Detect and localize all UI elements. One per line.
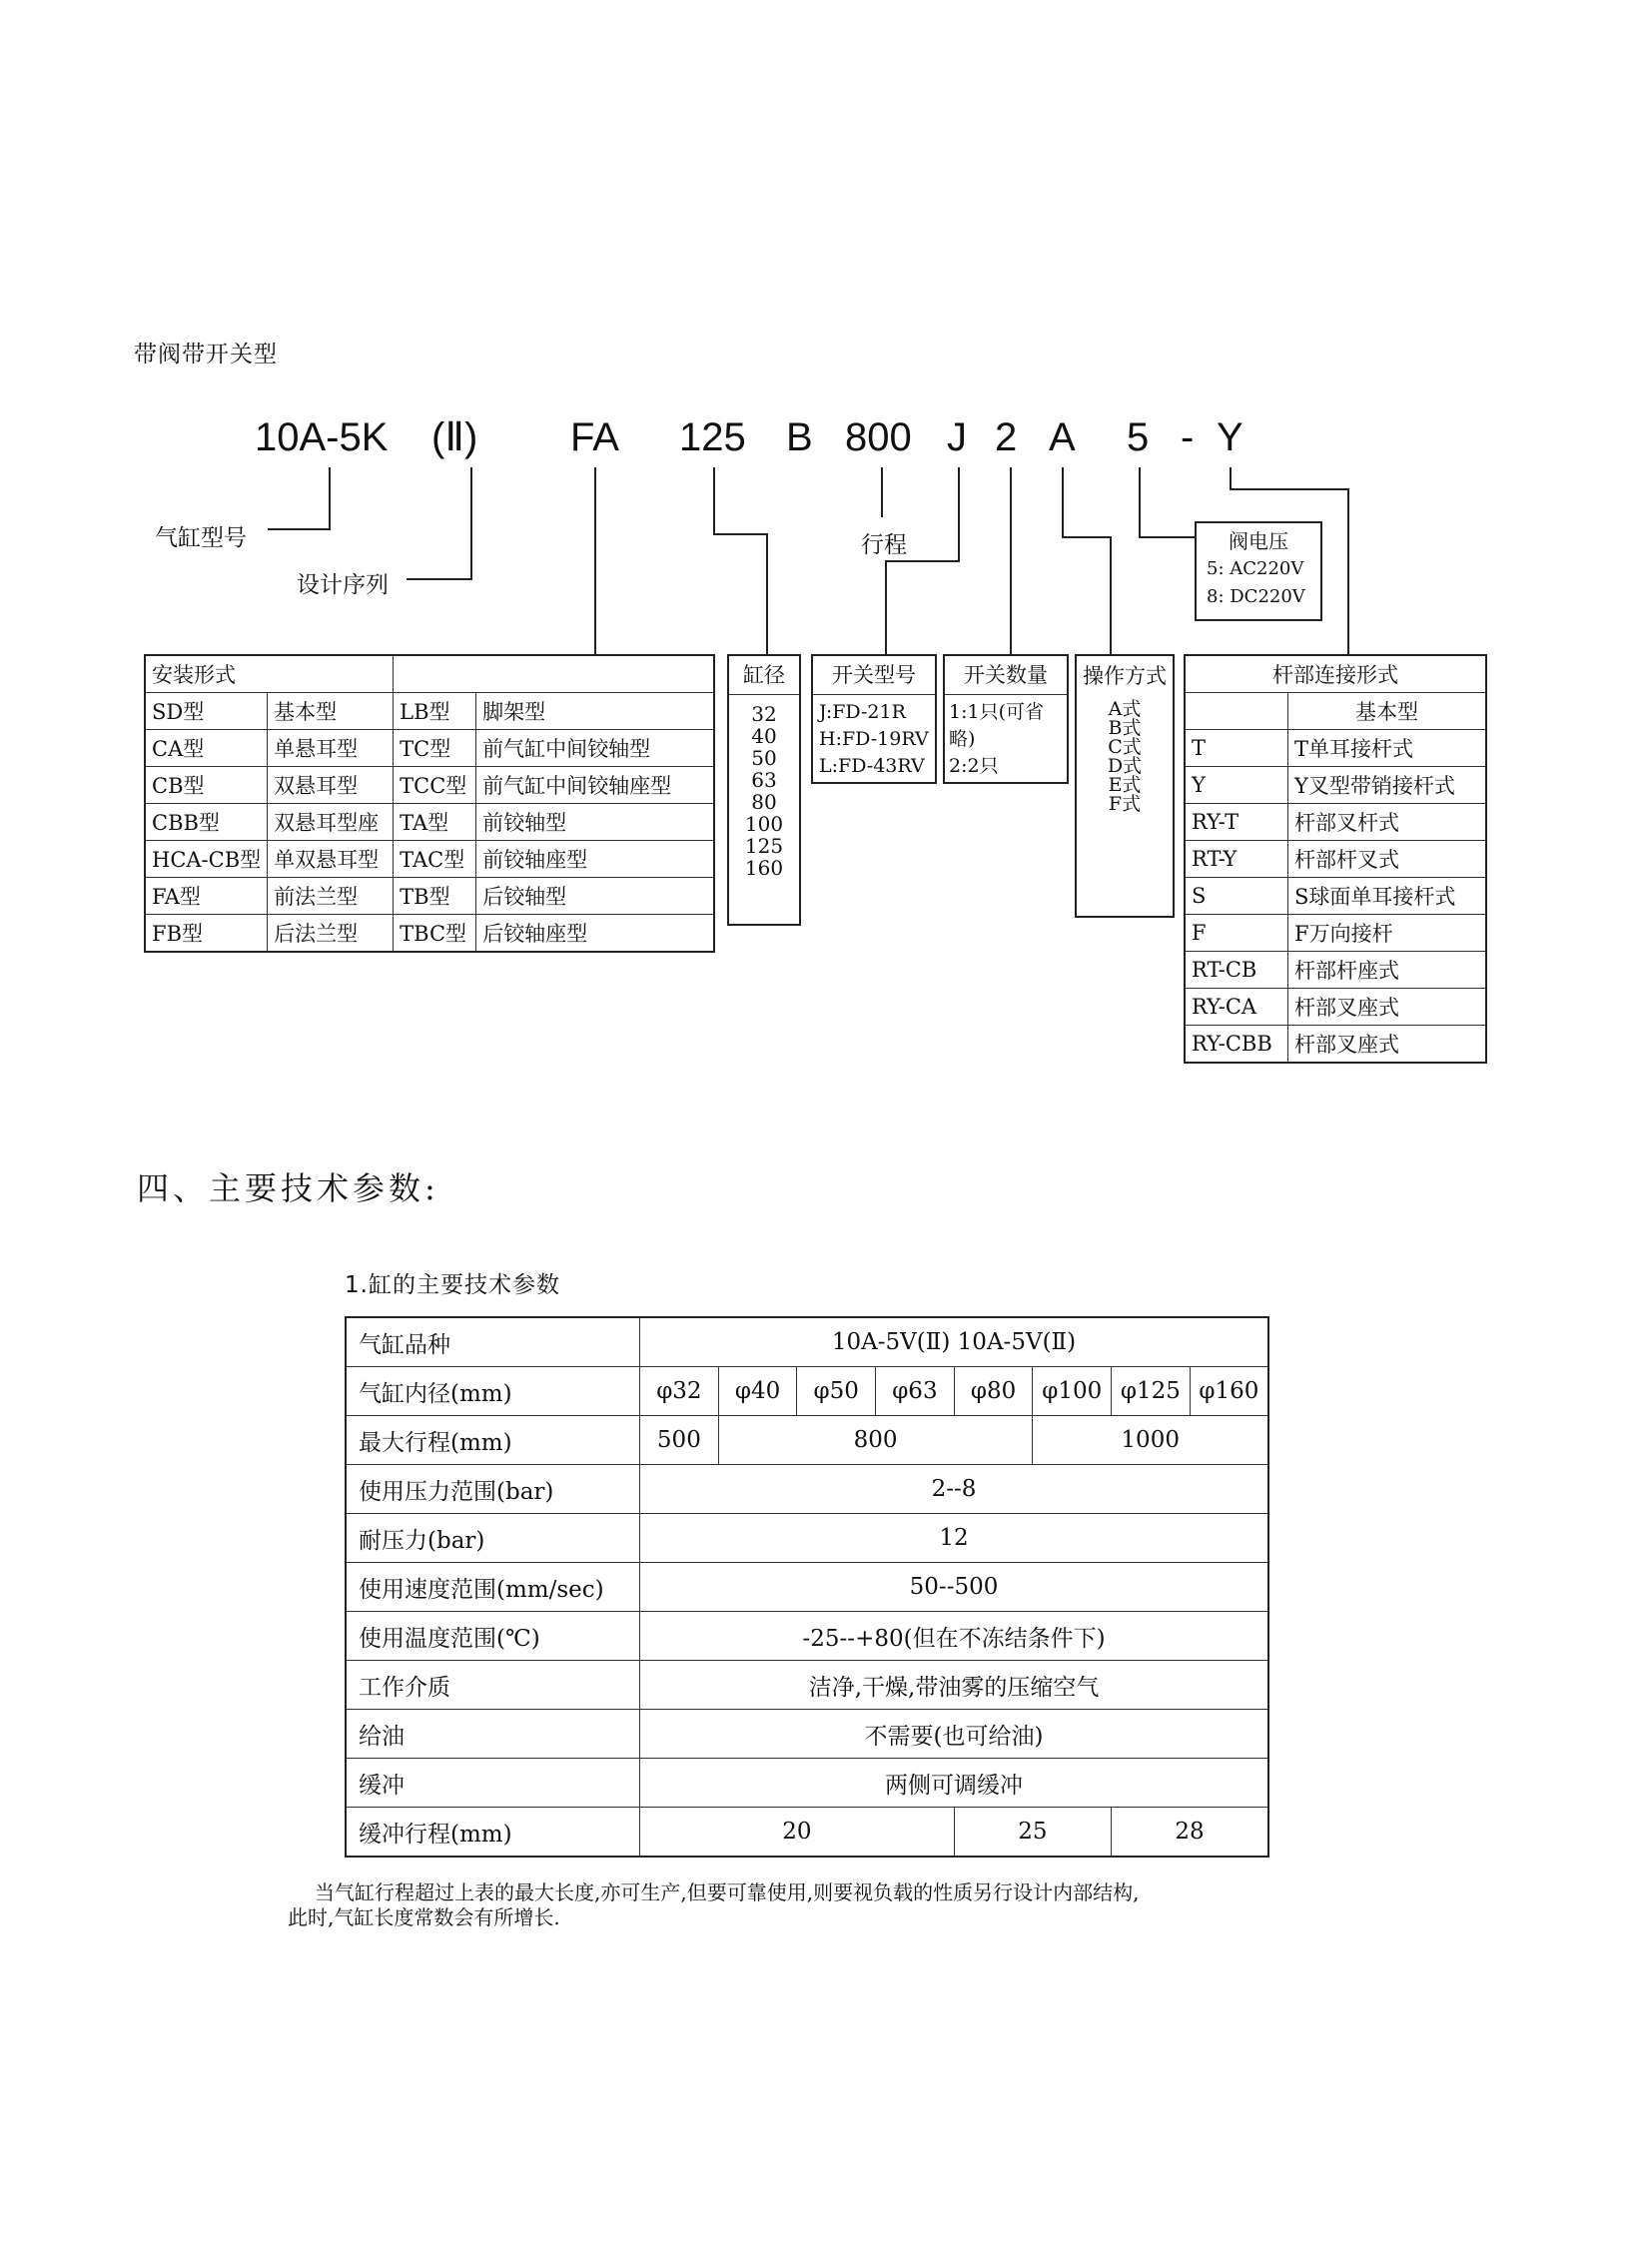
mount-desc: 前铰轴座型: [476, 841, 714, 878]
rod-desc: Y叉型带销接杆式: [1288, 767, 1487, 804]
spec-value: 12: [640, 1514, 1268, 1563]
valve-voltage-header: 阀电压: [1229, 529, 1288, 553]
section-title-valve-switch: 带阀带开关型: [134, 342, 278, 368]
operation-value: B式: [1108, 717, 1142, 739]
bore-value: 63: [751, 768, 777, 792]
code-dash: -: [1181, 415, 1195, 459]
table-row: [346, 1612, 1268, 1661]
code-series: (Ⅱ): [431, 415, 478, 459]
label-cylinder-model: 气缸型号: [155, 525, 247, 551]
operation-value: C式: [1108, 736, 1142, 758]
code-operation: A: [1049, 415, 1076, 459]
mount-code: SD型: [145, 693, 268, 730]
note-line-2: 此时,气缸长度常数会有所增长.: [288, 1905, 560, 1929]
rod-code: T: [1185, 730, 1288, 767]
operation-value: A式: [1108, 698, 1142, 720]
mount-desc: 前气缸中间铰轴座型: [476, 767, 714, 804]
table-row: [145, 693, 714, 730]
rod-code: RT-Y: [1185, 841, 1288, 878]
code-mount: FA: [570, 415, 619, 459]
label-design-series: 设计序列: [297, 572, 389, 598]
label-stroke: 行程: [861, 532, 907, 558]
mount-code: FA型: [145, 878, 268, 915]
mount-desc: 单双悬耳型: [268, 841, 394, 878]
spec-name: 给油: [346, 1710, 640, 1759]
mount-desc: 前铰轴型: [476, 804, 714, 841]
spec-value: 28: [1112, 1808, 1268, 1858]
spec-value: φ160: [1190, 1367, 1268, 1416]
spec-value: 800: [718, 1416, 1033, 1465]
table-row: [145, 804, 714, 841]
table-row: [346, 1661, 1268, 1710]
spec-name: 使用压力范围(bar): [346, 1465, 640, 1514]
table-row: [1185, 989, 1486, 1026]
switch-qty-value: 1:1只(可省略): [949, 701, 1044, 750]
table-row: [346, 1808, 1268, 1858]
table-row: [1185, 804, 1486, 841]
switch-qty-value: 2:2只: [949, 755, 999, 777]
table-row: [1185, 878, 1486, 915]
switch-qty-box: [943, 654, 1069, 784]
mount-code: TBC型: [394, 915, 476, 953]
rod-code: RY-CA: [1185, 989, 1288, 1026]
line-switch-model: [886, 467, 959, 654]
spec-table: [345, 1316, 1269, 1858]
spec-value: φ125: [1112, 1367, 1191, 1416]
table-row: [346, 1710, 1268, 1759]
spec-value: φ50: [797, 1367, 876, 1416]
bore-box-header: 缸径: [729, 656, 799, 695]
table-row: [145, 730, 714, 767]
code-switch-qty: 2: [995, 415, 1018, 459]
rod-basic-label: 基本型: [1288, 693, 1487, 730]
mount-desc: 后铰轴型: [476, 878, 714, 915]
operation-header: 操作方式: [1083, 664, 1167, 688]
code-stroke: 800: [845, 415, 912, 459]
mount-desc: 双悬耳型: [268, 767, 394, 804]
spec-name: 最大行程(mm): [346, 1416, 640, 1465]
mount-desc: 基本型: [268, 693, 394, 730]
bore-box: [727, 654, 801, 926]
spec-name: 工作介质: [346, 1661, 640, 1710]
spec-value: φ80: [954, 1367, 1033, 1416]
line-series: [407, 467, 471, 579]
code-voltage: 5: [1127, 415, 1150, 459]
rod-desc: 杆部杆叉式: [1288, 841, 1487, 878]
table-row: [145, 915, 714, 953]
mount-code: CBB型: [145, 804, 268, 841]
rod-table: [1184, 654, 1487, 1064]
switch-model-value: H:FD-19RV: [819, 728, 929, 750]
bore-value: 160: [744, 856, 784, 880]
switch-model-value: J:FD-21R: [819, 701, 906, 723]
mount-table-header: 安装形式: [145, 655, 394, 693]
mount-code: TA型: [394, 804, 476, 841]
table-row: [145, 878, 714, 915]
mount-desc: 脚架型: [476, 693, 714, 730]
mount-code: TB型: [394, 878, 476, 915]
spec-value: 25: [954, 1808, 1111, 1858]
spec-value: 洁净,干燥,带油雾的压缩空气: [640, 1661, 1268, 1710]
bore-value: 80: [751, 790, 777, 814]
spec-name: 耐压力(bar): [346, 1514, 640, 1563]
mount-code: CB型: [145, 767, 268, 804]
mount-desc: 双悬耳型座: [268, 804, 394, 841]
code-rod: Y: [1217, 415, 1243, 459]
table-row: [346, 1514, 1268, 1563]
table-row: [1185, 915, 1486, 952]
mount-code: TC型: [394, 730, 476, 767]
spec-name: 气缸内径(mm): [346, 1367, 640, 1416]
table-row: [346, 1465, 1268, 1514]
spec-name: 缓冲: [346, 1759, 640, 1808]
rod-desc: F万向接杆: [1288, 915, 1487, 952]
table-row: [1185, 952, 1486, 989]
operation-value: E式: [1108, 774, 1142, 796]
bore-value: 125: [744, 834, 784, 858]
line-model: [268, 467, 330, 529]
table-row: [1185, 841, 1486, 878]
valve-voltage-value: 5: AC220V: [1207, 558, 1304, 579]
spec-value: φ63: [876, 1367, 955, 1416]
mount-code: HCA-CB型: [145, 841, 268, 878]
mount-table-header-blank: [394, 655, 714, 693]
valve-voltage-box: [1195, 521, 1322, 621]
spec-value: 50--500: [640, 1563, 1268, 1612]
bore-value: 32: [751, 702, 777, 726]
subtitle-specs: 1.缸的主要技术参数: [345, 1272, 560, 1298]
spec-name: 使用速度范围(mm/sec): [346, 1563, 640, 1612]
operation-value: D式: [1107, 755, 1143, 777]
table-row: [1185, 730, 1486, 767]
switch-model-header: 开关型号: [813, 656, 935, 695]
table-row: [346, 1367, 1268, 1416]
table-row: [346, 1416, 1268, 1465]
rod-code: RY-CBB: [1185, 1026, 1288, 1064]
table-row: [346, 1759, 1268, 1808]
operation-value: F式: [1108, 793, 1142, 815]
rod-code: RY-T: [1185, 804, 1288, 841]
spec-value: 两侧可调缓冲: [640, 1759, 1268, 1808]
rod-table-header: 杆部连接形式: [1185, 655, 1486, 693]
spec-value: 10A-5V(Ⅱ) 10A-5V(Ⅱ): [640, 1317, 1268, 1367]
rod-desc: T单耳接杆式: [1288, 730, 1487, 767]
spec-value: 2--8: [640, 1465, 1268, 1514]
mount-desc: 前法兰型: [268, 878, 394, 915]
mount-desc: 后铰轴座型: [476, 915, 714, 953]
rod-desc: 杆部杆座式: [1288, 952, 1487, 989]
spec-value: 不需要(也可给油): [640, 1710, 1268, 1759]
spec-value: φ40: [718, 1367, 797, 1416]
code-bore: 125: [679, 415, 746, 459]
spec-name: 气缸品种: [346, 1317, 640, 1367]
table-row: [1185, 767, 1486, 804]
rod-desc: 杆部叉座式: [1288, 1026, 1487, 1064]
mount-code: TCC型: [394, 767, 476, 804]
rod-code: S: [1185, 878, 1288, 915]
bore-value: 40: [751, 724, 777, 748]
rod-code: F: [1185, 915, 1288, 952]
rod-desc: S球面单耳接杆式: [1288, 878, 1487, 915]
bore-value: 100: [744, 812, 784, 836]
spec-value: 1000: [1033, 1416, 1268, 1465]
line-operation: [1063, 467, 1111, 654]
spec-value: -25--+80(但在不冻结条件下): [640, 1612, 1268, 1661]
rod-basic-blank: [1185, 693, 1288, 730]
table-row: [1185, 1026, 1486, 1064]
mount-code: CA型: [145, 730, 268, 767]
table-row: [145, 767, 714, 804]
mount-desc: 前气缸中间铰轴型: [476, 730, 714, 767]
valve-voltage-value: 8: DC220V: [1207, 586, 1305, 607]
rod-desc: 杆部叉杆式: [1288, 804, 1487, 841]
mount-code: LB型: [394, 693, 476, 730]
spec-name: 使用温度范围(℃): [346, 1612, 640, 1661]
code-model: 10A-5K: [255, 415, 389, 459]
spec-value: φ32: [640, 1367, 719, 1416]
rod-desc: 杆部叉座式: [1288, 989, 1487, 1026]
spec-value: φ100: [1033, 1367, 1112, 1416]
switch-qty-header: 开关数量: [945, 656, 1067, 695]
mount-desc: 单悬耳型: [268, 730, 394, 767]
table-row: [346, 1563, 1268, 1612]
mount-desc: 后法兰型: [268, 915, 394, 953]
rod-code: RT-CB: [1185, 952, 1288, 989]
rod-code: Y: [1185, 767, 1288, 804]
line-voltage: [1140, 467, 1195, 537]
code-switch: J: [947, 415, 967, 459]
bore-value: 50: [751, 746, 777, 770]
switch-model-value: L:FD-43RV: [819, 755, 925, 777]
spec-name: 缓冲行程(mm): [346, 1808, 640, 1858]
mount-code: FB型: [145, 915, 268, 953]
code-b: B: [786, 415, 813, 459]
line-bore: [714, 467, 767, 654]
switch-model-box: [811, 654, 937, 784]
mount-table: [144, 654, 715, 953]
table-row: [145, 841, 714, 878]
note-line-1: 当气缸行程超过上表的最大长度,亦可生产,但要可靠使用,则要视负载的性质另行设计内部结构,: [315, 1880, 1140, 1904]
spec-value: 500: [640, 1416, 719, 1465]
section-title-specs: 四、主要技术参数:: [137, 1169, 439, 1207]
mount-code: TAC型: [394, 841, 476, 878]
spec-value: 20: [640, 1808, 955, 1858]
table-row: [346, 1317, 1268, 1367]
operation-box: [1075, 654, 1175, 918]
